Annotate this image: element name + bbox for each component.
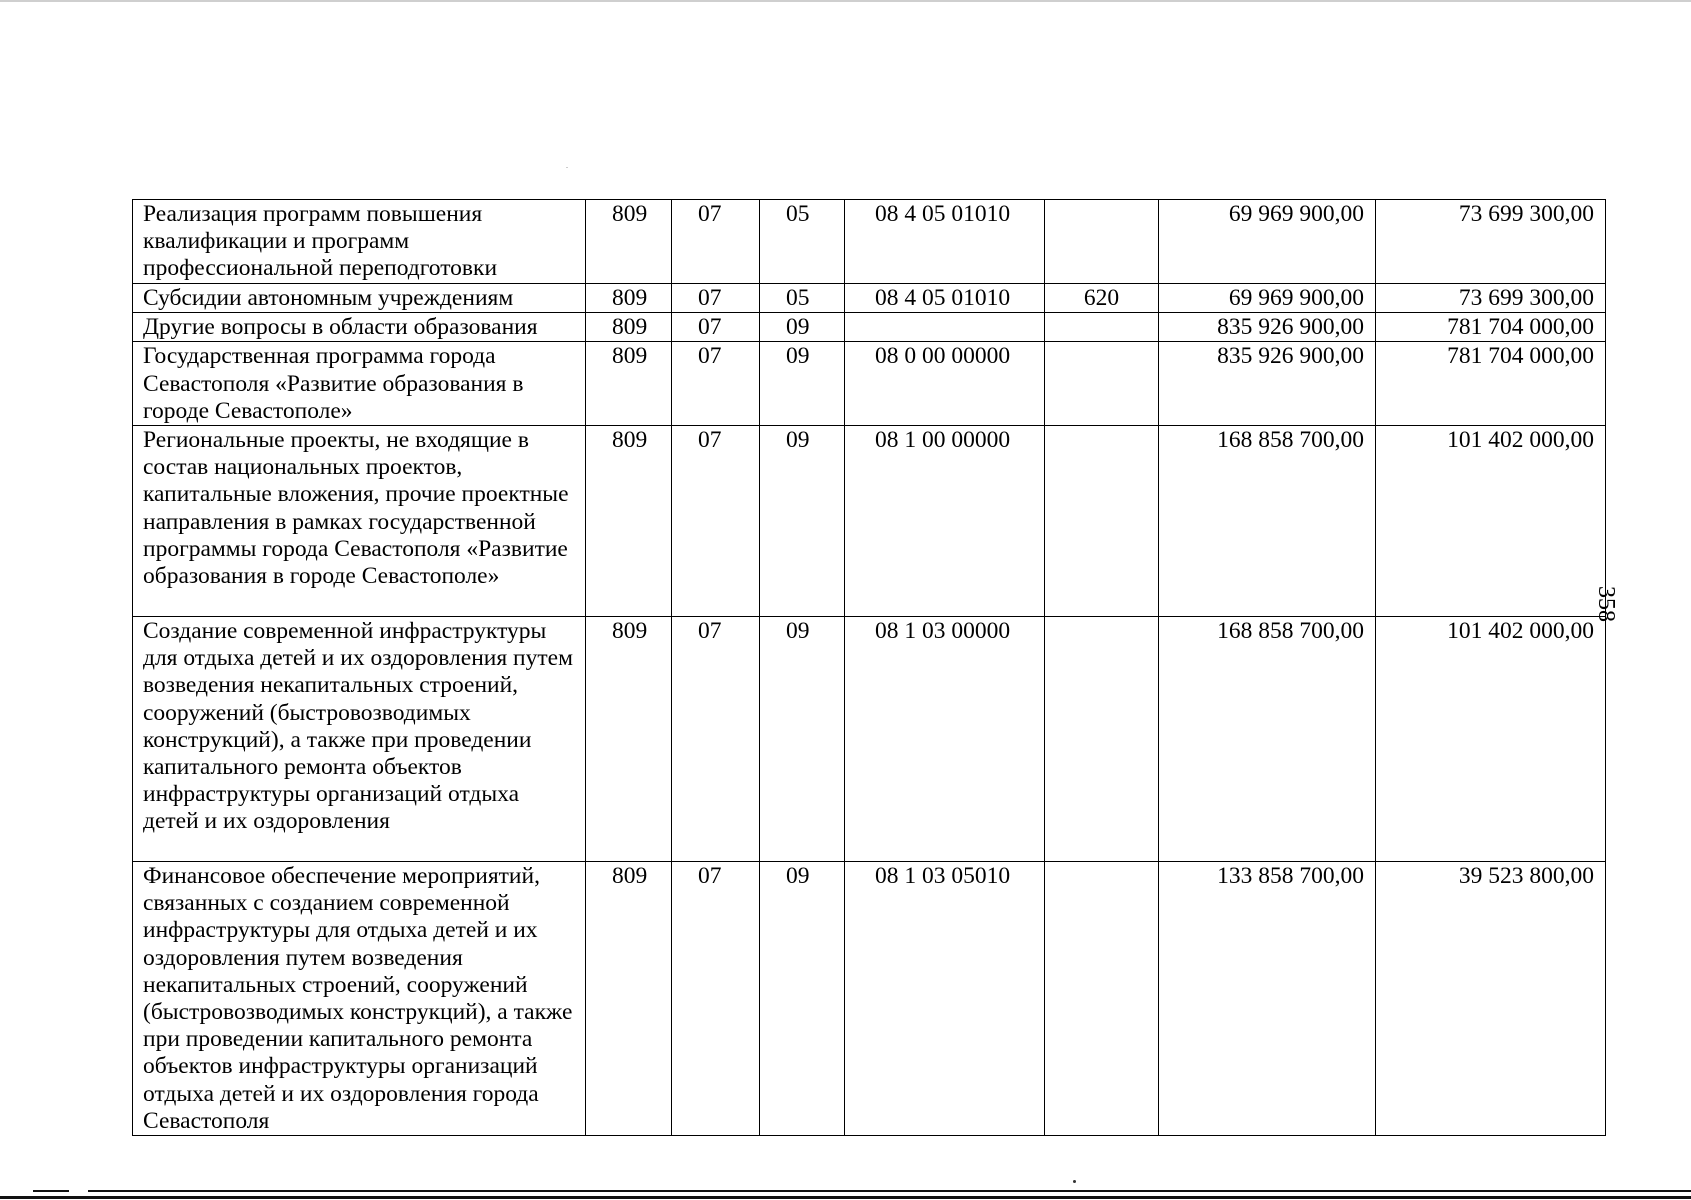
subsection-cell: 09 (760, 862, 845, 1136)
sum-year1-cell: 168 858 700,00 (1159, 617, 1376, 862)
row-name-cell: Региональные проекты, не входящие в состав национальных проектов, капитальные вложения, прочие проектные направления в рамках государственной программы города Севастополя «Развитие образования в городе Севастополе» (133, 426, 586, 617)
vr-cell (1045, 200, 1159, 284)
bottom-rule-line (88, 1190, 1691, 1192)
table-row (133, 313, 1606, 342)
sum-year2-cell: 101 402 000,00 (1376, 617, 1606, 862)
sum-year2-cell: 39 523 800,00 (1376, 862, 1606, 1136)
grbs-cell: 809 (586, 200, 672, 284)
section-cell: 07 (672, 284, 760, 313)
csr-cell (845, 313, 1045, 342)
csr-cell: 08 4 05 01010 (845, 200, 1045, 284)
section-cell: 07 (672, 342, 760, 426)
page-number: 358 (1593, 586, 1619, 622)
section-cell: 07 (672, 200, 760, 284)
sum-year1-cell: 168 858 700,00 (1159, 426, 1376, 617)
table-row (133, 617, 1606, 862)
sum-year2-cell: 101 402 000,00 (1376, 426, 1606, 617)
row-name-cell: Реализация программ повышения квалификации и программ профессиональной переподготовки (133, 200, 586, 284)
csr-cell: 08 0 00 00000 (845, 342, 1045, 426)
grbs-cell: 809 (586, 342, 672, 426)
page-bottom-edge (0, 1196, 1691, 1199)
subsection-cell: 09 (760, 313, 845, 342)
row-name-cell: Создание современной инфраструктуры для отдыха детей и их оздоровления путем возведения некапитальных строений, сооружений (быстровозводимых конструкций), а также при проведении капитального ремонта объектов инфраструктуры организаций отдыха детей и их оздоровления (133, 617, 586, 862)
sum-year1-cell: 69 969 900,00 (1159, 284, 1376, 313)
table-row (133, 342, 1606, 426)
sum-year2-cell: 73 699 300,00 (1376, 200, 1606, 284)
row-name-cell: Другие вопросы в области образования (133, 313, 586, 342)
subsection-cell: 09 (760, 426, 845, 617)
table-row (133, 200, 1606, 284)
vr-cell (1045, 426, 1159, 617)
vr-cell (1045, 862, 1159, 1136)
subsection-cell: 09 (760, 617, 845, 862)
sum-year2-cell: 781 704 000,00 (1376, 342, 1606, 426)
section-cell: 07 (672, 426, 760, 617)
subsection-cell: 05 (760, 200, 845, 284)
subsection-cell: 05 (760, 284, 845, 313)
subsection-cell: 09 (760, 342, 845, 426)
page-top-edge (0, 0, 1691, 2)
scan-speck (1073, 1180, 1076, 1183)
grbs-cell: 809 (586, 313, 672, 342)
table-row (133, 426, 1606, 617)
vr-cell (1045, 313, 1159, 342)
row-name-cell: Финансовое обеспечение мероприятий, связанных с созданием современной инфраструктуры для отдыха детей и их оздоровления путем возведения некапитальных строений, сооружений (быстровозводимых конструкций), а также при проведении капитального ремонта объектов инфраструктуры организаций отдыха детей и их оздоровления города Севастополя (133, 862, 586, 1136)
grbs-cell: 809 (586, 426, 672, 617)
budget-table-body (133, 200, 1606, 1136)
sum-year1-cell: 835 926 900,00 (1159, 342, 1376, 426)
table-row (133, 284, 1606, 313)
table-row (133, 862, 1606, 1136)
vr-cell: 620 (1045, 284, 1159, 313)
csr-cell: 08 4 05 01010 (845, 284, 1045, 313)
sum-year2-cell: 781 704 000,00 (1376, 313, 1606, 342)
section-cell: 07 (672, 313, 760, 342)
budget-table (132, 199, 1606, 1136)
grbs-cell: 809 (586, 284, 672, 313)
grbs-cell: 809 (586, 617, 672, 862)
sum-year2-cell: 73 699 300,00 (1376, 284, 1606, 313)
sum-year1-cell: 69 969 900,00 (1159, 200, 1376, 284)
sum-year1-cell: 835 926 900,00 (1159, 313, 1376, 342)
grbs-cell: 809 (586, 862, 672, 1136)
row-name-cell: Субсидии автономным учреждениям (133, 284, 586, 313)
section-cell: 07 (672, 617, 760, 862)
vr-cell (1045, 617, 1159, 862)
section-cell: 07 (672, 862, 760, 1136)
bottom-dash-line (33, 1190, 69, 1192)
csr-cell: 08 1 03 05010 (845, 862, 1045, 1136)
csr-cell: 08 1 03 00000 (845, 617, 1045, 862)
csr-cell: 08 1 00 00000 (845, 426, 1045, 617)
row-name-cell: Государственная программа города Севастополя «Развитие образования в городе Севастополе» (133, 342, 586, 426)
vr-cell (1045, 342, 1159, 426)
sum-year1-cell: 133 858 700,00 (1159, 862, 1376, 1136)
scan-speck (566, 167, 568, 168)
